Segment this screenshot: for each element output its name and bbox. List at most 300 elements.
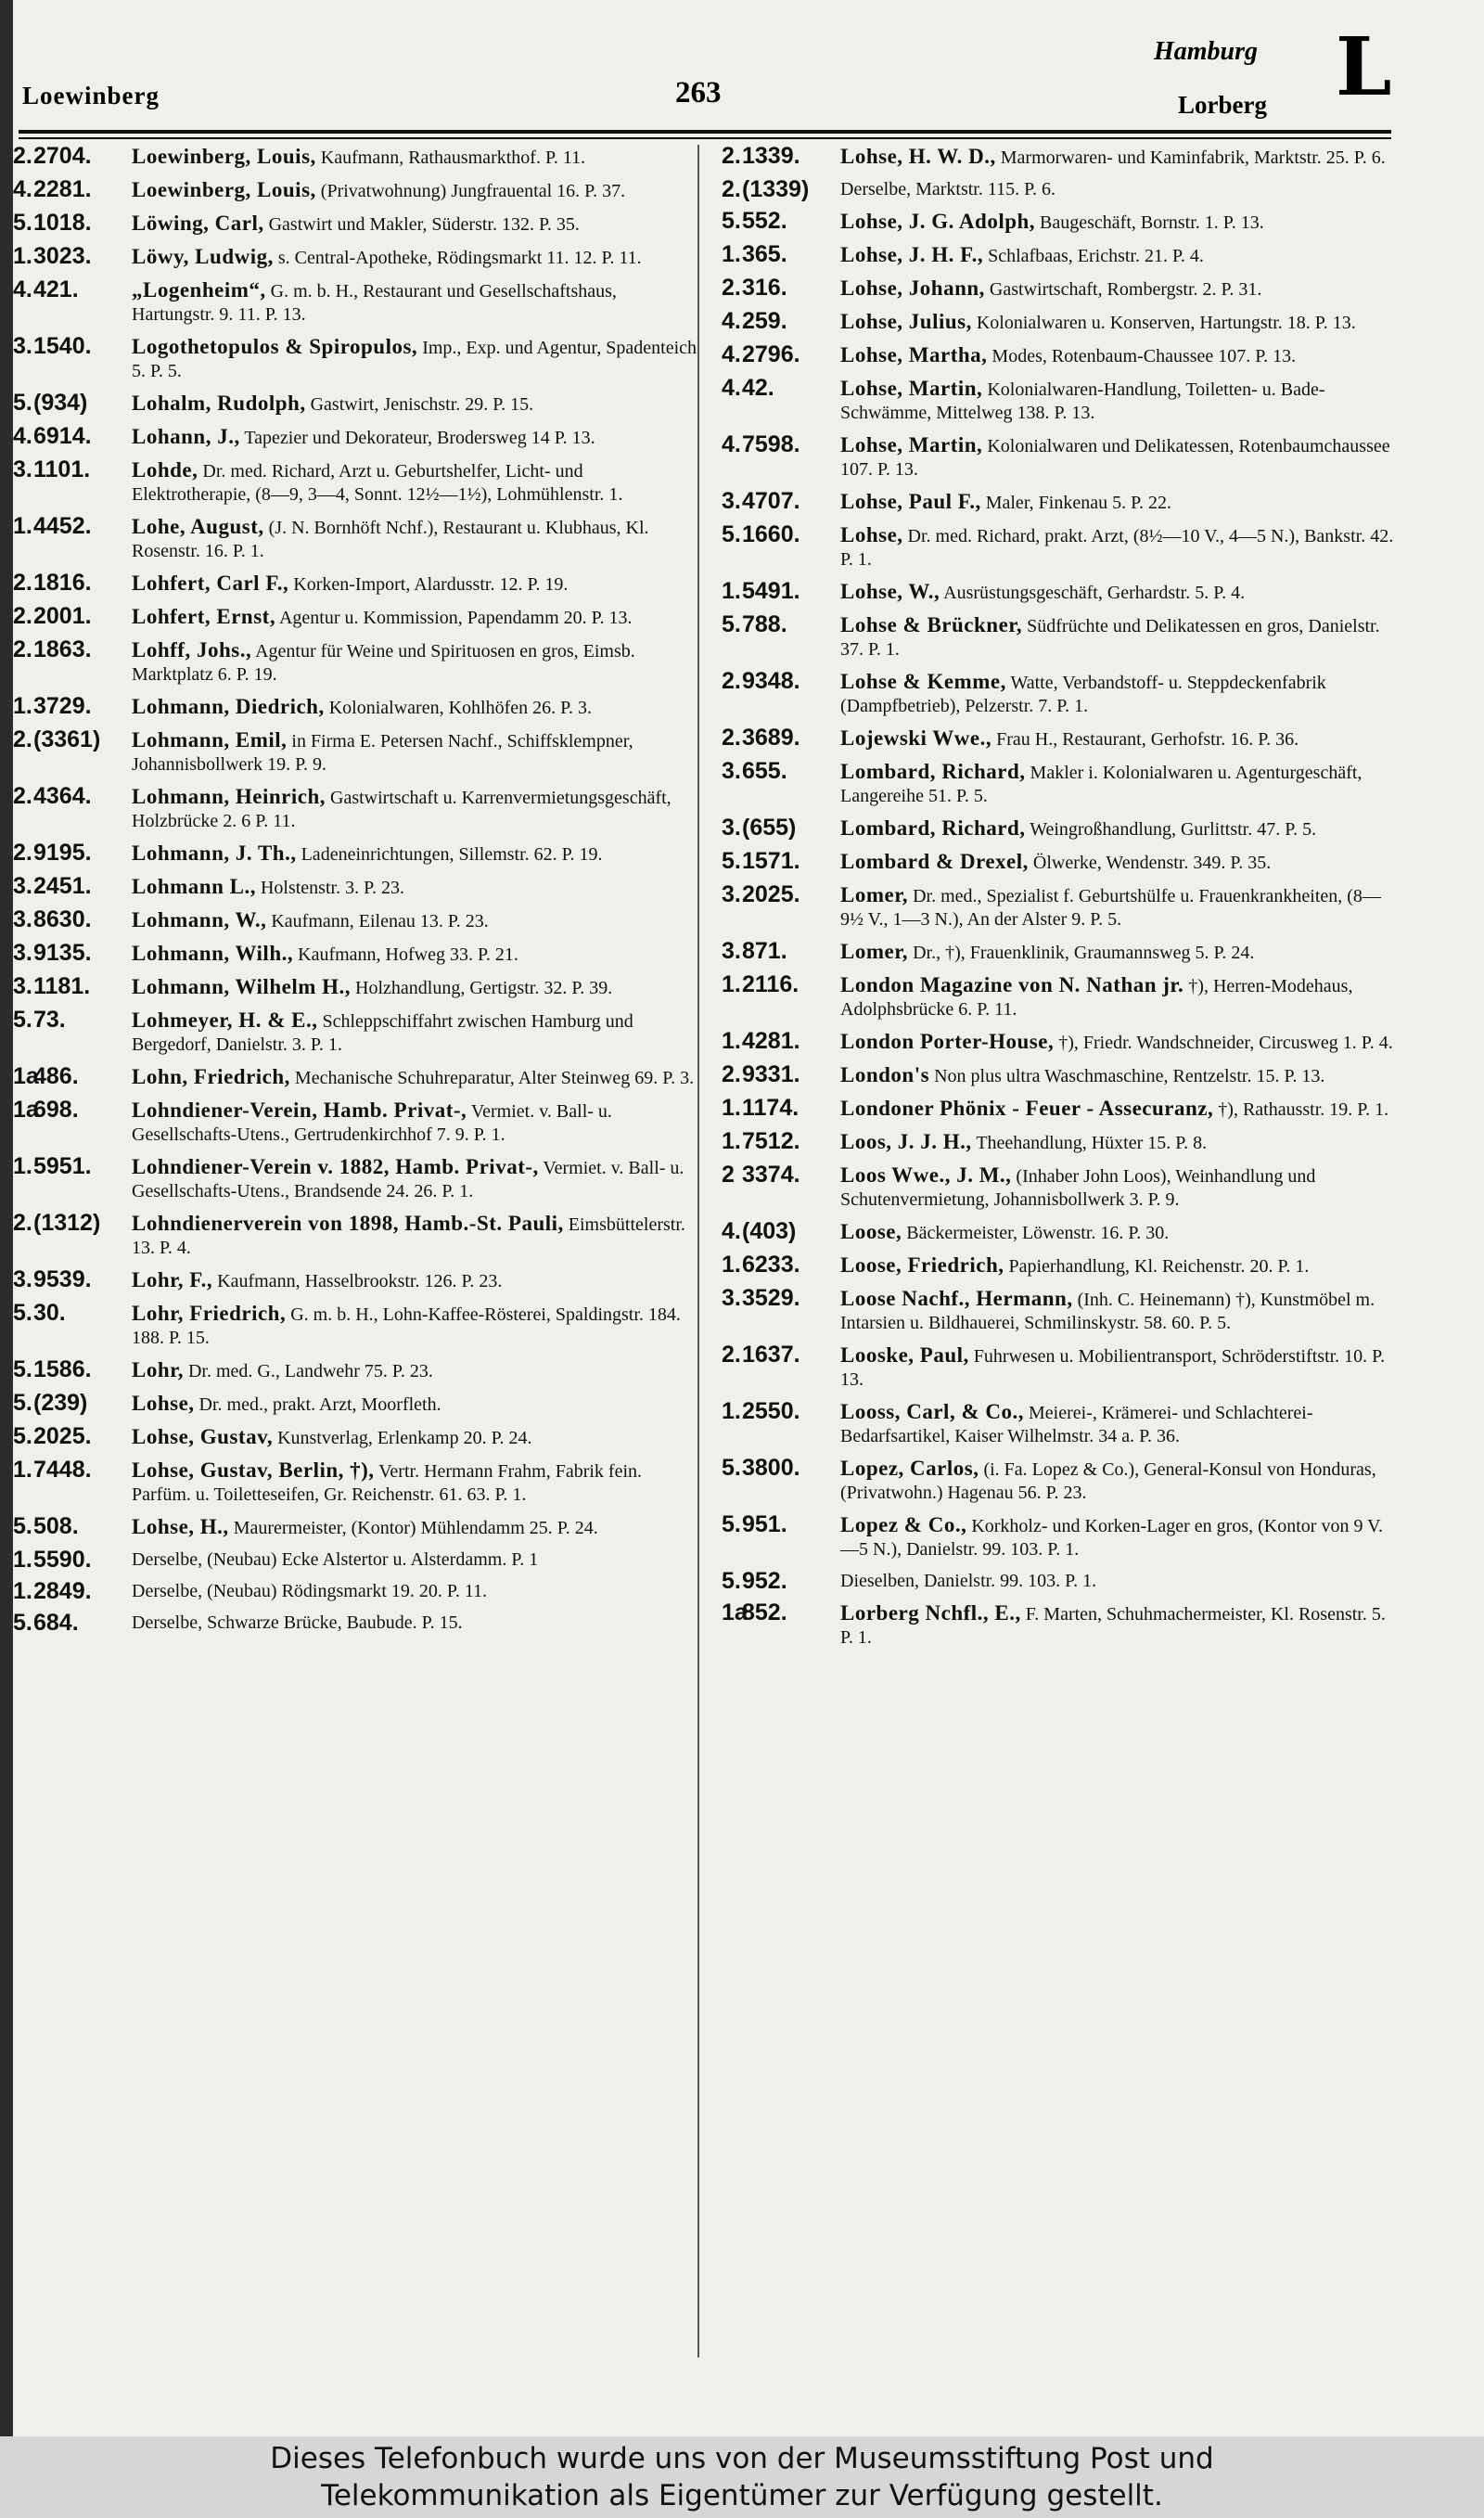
subscriber-name: Lohndiener-Verein v. 1882, Hamb. Privat-, (132, 1155, 539, 1178)
phone-number (13, 695, 124, 718)
subscriber-name: Lohse, (132, 1392, 195, 1415)
phone-number (13, 425, 124, 448)
directory-entry (722, 1343, 1397, 1392)
directory-entry (722, 1513, 1397, 1561)
subscriber-name: Loose Nachf., Hermann, (840, 1287, 1073, 1310)
exchange-zone: 1. (13, 693, 32, 719)
line-number: 9348. (742, 668, 800, 694)
directory-entry (722, 1253, 1397, 1278)
line-number: 655. (742, 758, 787, 784)
phone-number (722, 1400, 833, 1423)
left-column (13, 145, 701, 1643)
subscriber-name: Löwing, Carl, (132, 212, 264, 235)
exchange-zone: 5. (13, 1423, 32, 1449)
entry-description: Bäckermeister, Löwenstr. 16. P. 30. (906, 1223, 1170, 1243)
phone-number (722, 243, 833, 266)
entry-description: Meierei-, Krämerei- und Schlachterei-Bedarfsartikel, Kaiser Wilhelmstr. 34 a. P. 36. (840, 1403, 1313, 1446)
directory-entry (13, 908, 701, 933)
phone-number (722, 940, 833, 963)
exchange-zone: 4. (722, 375, 741, 401)
page-number: 263 (675, 76, 722, 109)
exchange-zone: 1. (722, 241, 741, 267)
line-number: 1540. (33, 333, 92, 359)
phone-number (722, 210, 833, 233)
directory-entry (13, 178, 701, 203)
line-number: 5951. (33, 1153, 92, 1179)
subscriber-name: Lorberg Nchfl., E., (840, 1601, 1021, 1625)
directory-entry (13, 875, 701, 900)
directory-entry (13, 572, 701, 597)
line-number: 1637. (742, 1342, 800, 1368)
directory-entry (722, 726, 1397, 752)
phone-number (722, 883, 833, 906)
directory-entry (722, 178, 1397, 201)
line-number: 2025. (742, 881, 800, 907)
directory-entry (13, 1008, 701, 1057)
phone-number (722, 1570, 833, 1593)
subscriber-name: Loos Wwe., J. M., (840, 1163, 1012, 1187)
line-number: 3800. (742, 1455, 800, 1481)
line-number: 3729. (33, 693, 92, 719)
directory-entry (722, 1220, 1397, 1245)
exchange-zone: 5. (13, 1356, 32, 1382)
subscriber-name: Lohmann, W., (132, 908, 267, 931)
phone-number (722, 310, 833, 333)
exchange-zone: 1a (13, 1063, 39, 1089)
exchange-zone: 4. (13, 276, 32, 302)
directory-entry (13, 1302, 701, 1350)
directory-entry (13, 1612, 701, 1635)
directory-entry (13, 728, 701, 777)
line-number: 9195. (33, 840, 92, 866)
line-number: 2001. (33, 603, 92, 629)
entry-description: †), Rathausstr. 19. P. 1. (1218, 1099, 1389, 1120)
entry-description: s. Central-Apotheke, Rödingsmarkt 11. 12. P. 11. (277, 248, 642, 268)
exchange-zone: 3. (722, 815, 741, 841)
subscriber-name: London Magazine von N. Nathan jr. (840, 973, 1184, 996)
line-number: (239) (33, 1390, 88, 1416)
directory-entry (13, 515, 701, 563)
entry-description: Korkholz- und Korken-Lager en gros, (Kontor von 9 V.—5 N.), Danielstr. 99. 103. P. 1. (840, 1516, 1383, 1560)
entry-description: Non plus ultra Waschmaschine, Rentzelstr. 15. P. 13. (934, 1066, 1325, 1086)
entry-description: Makler i. Kolonialwaren u. Agenturgeschäft, Langereihe 51. P. 5. (840, 763, 1362, 806)
directory-entry (13, 245, 701, 270)
subscriber-name: Lopez & Co., (840, 1513, 967, 1536)
entry-description: Modes, Rotenbaum-Chaussee 107. P. 13. (991, 346, 1297, 366)
entry-description: Kolonialwaren und Delikatessen, Rotenbaumchaussee 107. P. 13. (840, 436, 1390, 480)
line-number: 2796. (742, 341, 800, 367)
directory-entry (722, 1130, 1397, 1155)
phone-number (13, 975, 124, 998)
exchange-zone: 3. (13, 1266, 32, 1292)
entry-description: Dr. med. Richard, prakt. Arzt, (8½—10 V., 4—5 N.), Bankstr. 42. P. 1. (840, 526, 1394, 570)
entry-description: Gastwirt, Jenischstr. 29. P. 15. (310, 394, 534, 415)
subscriber-name: Lohse, Julius, (840, 310, 972, 333)
exchange-zone: 2. (722, 1061, 741, 1087)
subscriber-name: London's (840, 1063, 930, 1086)
entry-description: (Inhaber John Loos), Weinhandlung und Schutenvermietung, Johannisbollwerk 3. P. 9. (840, 1166, 1316, 1210)
exchange-zone: 2. (722, 725, 741, 751)
subscriber-name: Lohmann, Wilhelm H., (132, 975, 352, 998)
entry-description: Dieselben, Danielstr. 99. 103. P. 1. (840, 1571, 1097, 1591)
exchange-zone: 4. (722, 341, 741, 367)
subscriber-name: Lohse, J. G. Adolph, (840, 210, 1036, 233)
line-number: 2025. (33, 1423, 92, 1449)
phone-number (722, 1457, 833, 1480)
subscriber-name: Lomer, (840, 883, 909, 906)
subscriber-name: Lohr, F., (132, 1268, 213, 1291)
entry-description: Agentur u. Kommission, Papendamm 20. P. 13. (278, 608, 633, 628)
subscriber-name: Lohse, H. W. D., (840, 145, 996, 168)
phone-number (13, 1268, 124, 1291)
phone-number (13, 145, 124, 168)
header-city: Hamburg (1154, 37, 1259, 66)
line-number: 4281. (742, 1028, 800, 1054)
subscriber-name: „Logenheim“, (132, 278, 266, 302)
phone-number (13, 1425, 124, 1448)
line-number: 1816. (33, 570, 92, 596)
entry-description: Frau H., Restaurant, Gerhofstr. 16. P. 36. (996, 729, 1299, 750)
subscriber-name: Lohmann, Emil, (132, 728, 288, 752)
line-number: 4707. (742, 488, 800, 514)
phone-number (13, 942, 124, 965)
exchange-zone: 2 (722, 1162, 735, 1188)
phone-number (722, 760, 833, 783)
entry-description: Ausrüstungsgeschäft, Gerhardstr. 5. P. 4. (943, 583, 1246, 603)
phone-number (722, 1601, 833, 1625)
directory-entry (722, 243, 1397, 268)
line-number: 2116. (742, 971, 800, 997)
line-number: 951. (742, 1511, 787, 1537)
directory-entry (13, 1458, 701, 1507)
exchange-zone: 1. (13, 1547, 32, 1573)
line-number: (1312) (33, 1210, 101, 1236)
phone-number (13, 1548, 124, 1572)
entry-description: Derselbe, (Neubau) Rödingsmarkt 19. 20. P. 11. (132, 1581, 488, 1601)
phone-number (722, 1287, 833, 1310)
entry-description: Kaufmann, Eilenau 13. P. 23. (271, 911, 489, 931)
entry-description: Watte, Verbandstoff- u. Steppdeckenfabrik (Dampfbetrieb), Pelzerstr. 7. P. 1. (840, 673, 1326, 716)
directory-entry (722, 1030, 1397, 1055)
directory-entry (722, 523, 1397, 572)
phone-number (722, 816, 833, 840)
subscriber-name: Lohff, Johs., (132, 638, 252, 662)
exchange-zone: 2. (722, 668, 741, 694)
line-number: 3023. (33, 243, 92, 269)
directory-entry (722, 580, 1397, 605)
directory-entry (722, 490, 1397, 515)
directory-entry (722, 850, 1397, 875)
directory-entry (13, 1425, 701, 1450)
line-number: 1181. (33, 973, 91, 999)
directory-entry (13, 392, 701, 417)
directory-entry (722, 760, 1397, 808)
phone-number (13, 1458, 124, 1482)
subscriber-name: Lohse, Paul F., (840, 490, 981, 513)
directory-entry (722, 1601, 1397, 1650)
exchange-zone: 1. (722, 1028, 741, 1054)
directory-entry (13, 335, 701, 383)
exchange-zone: 1. (722, 1252, 741, 1278)
phone-number (722, 433, 833, 456)
directory-entry (13, 425, 701, 450)
entry-description: (Inh. C. Heinemann) †), Kunstmöbel m. Intarsien u. Bildhauerei, Schmilinskystr. 58. 60. P. 5. (840, 1290, 1375, 1333)
directory-entry (13, 212, 701, 237)
phone-number (13, 1612, 124, 1635)
exchange-zone: 5. (722, 848, 741, 874)
subscriber-name: Lojewski Wwe., (840, 726, 992, 750)
directory-entry (722, 1457, 1397, 1505)
entry-description: Kolonialwaren u. Konserven, Hartungstr. 18. P. 13. (976, 313, 1356, 333)
entry-description: Kolonialwaren, Kohlhöfen 26. P. 3. (328, 698, 593, 718)
directory-entry (722, 276, 1397, 302)
phone-number (13, 1392, 124, 1415)
directory-entry (13, 1580, 701, 1603)
line-number: 2704. (33, 143, 92, 169)
subscriber-name: Lohse, Johann, (840, 276, 985, 300)
directory-entry (722, 613, 1397, 662)
phone-number (13, 908, 124, 931)
line-number: 7448. (33, 1457, 92, 1483)
entry-description: †), Friedr. Wandschneider, Circusweg 1. P. 4. (1058, 1033, 1393, 1053)
directory-entry (13, 975, 701, 1000)
line-number: (1339) (742, 176, 810, 202)
header-rule-thin (19, 137, 1391, 139)
entry-description: Gastwirtschaft u. Karrenvermietungsgeschäft, Holzbrücke 2. 6 P. 11. (132, 788, 672, 831)
entry-description: Papierhandlung, Kl. Reichenstr. 20. P. 1. (1008, 1256, 1310, 1277)
entry-description: Baugeschäft, Bornstr. 1. P. 13. (1040, 212, 1264, 233)
subscriber-name: Lohmann, Diedrich, (132, 695, 325, 718)
line-number: 1018. (33, 210, 92, 236)
entry-description: Dr. med. Richard, Arzt u. Geburtshelfer, Licht- und Elektrotherapie, (8—9, 3—4, Sonnt. 12½—1½), Lohmühlenstr. 1. (132, 461, 623, 505)
subscriber-name: Lohndiener-Verein, Hamb. Privat-, (132, 1098, 467, 1122)
line-number: 684. (33, 1610, 79, 1636)
phone-number (13, 728, 124, 752)
line-number: 508. (33, 1513, 79, 1539)
footer-notice (0, 2436, 1484, 2518)
exchange-zone: 1. (13, 1578, 32, 1604)
right-column (722, 145, 1397, 1658)
entry-description: Derselbe, Marktstr. 115. P. 6. (840, 179, 1056, 199)
line-number: (655) (742, 815, 797, 841)
exchange-zone: 2. (13, 570, 32, 596)
phone-number (722, 145, 833, 168)
subscriber-name: Lohn, Friedrich, (132, 1065, 290, 1088)
subscriber-name: Lohse, (840, 523, 903, 546)
exchange-zone: 5. (13, 390, 32, 416)
entry-description: Kolonialwaren-Handlung, Toiletten- u. Bade-Schwämme, Mittelweg 138. P. 13. (840, 379, 1325, 423)
phone-number (722, 343, 833, 366)
directory-entry (13, 1548, 701, 1572)
directory-entry (722, 883, 1397, 931)
subscriber-name: Lohse, Martha, (840, 343, 988, 366)
exchange-zone: 4. (722, 431, 741, 457)
subscriber-name: Logothetopulos & Spiropulos, (132, 335, 418, 358)
line-number: (934) (33, 390, 88, 416)
exchange-zone: 2. (13, 143, 32, 169)
line-number: 421. (33, 276, 79, 302)
entry-description: Kunstverlag, Erlenkamp 20. P. 24. (277, 1428, 532, 1448)
subscriber-name: Lohse, H., (132, 1515, 229, 1538)
subscriber-name: Lohmeyer, H. & E., (132, 1008, 318, 1032)
exchange-zone: 5. (722, 208, 741, 234)
phone-number (722, 1030, 833, 1053)
phone-number (722, 1343, 833, 1367)
phone-number (13, 638, 124, 662)
entry-description: Südfrüchte und Delikatessen en gros, Danielstr. 37. P. 1. (840, 616, 1380, 660)
line-number: 9331. (742, 1061, 800, 1087)
line-number: 42. (742, 375, 774, 401)
phone-number (722, 1513, 833, 1536)
subscriber-name: Lohfert, Ernst, (132, 605, 276, 628)
line-number: 1174. (742, 1095, 800, 1121)
exchange-zone: 5. (13, 1300, 32, 1326)
exchange-zone: 5. (722, 1511, 741, 1537)
line-number: 2849. (33, 1578, 92, 1604)
phone-number (13, 245, 124, 268)
entry-description: Tapezier und Dekorateur, Brodersweg 14 P. 13. (244, 428, 595, 448)
directory-entry (722, 973, 1397, 1021)
phone-number (722, 1253, 833, 1277)
directory-entry (13, 942, 701, 967)
line-number: 3374. (742, 1162, 800, 1188)
subscriber-name: Lohse, Gustav, (132, 1425, 274, 1448)
entry-description: Maurermeister, (Kontor) Mühlendamm 25. P. 24. (233, 1518, 598, 1538)
exchange-zone: 5. (722, 1455, 741, 1481)
subscriber-name: Lombard, Richard, (840, 816, 1026, 840)
subscriber-name: Löwy, Ludwig, (132, 245, 274, 268)
entry-description: F. Marten, Schuhmachermeister, Kl. Rosenstr. 5. P. 1. (840, 1604, 1386, 1648)
phone-number (722, 523, 833, 546)
directory-entry (13, 1065, 701, 1090)
entry-description: Dr. med., prakt. Arzt, Moorfleth. (198, 1394, 441, 1415)
entry-description: Dr., †), Frauenklinik, Graumannsweg 5. P. 24. (913, 943, 1255, 963)
subscriber-name: Lohmann L., (132, 875, 256, 898)
directory-entry (722, 343, 1397, 368)
phone-number (722, 1220, 833, 1243)
phone-number (722, 178, 833, 201)
subscriber-name: Lomer, (840, 940, 909, 963)
phone-number (722, 490, 833, 513)
line-number: (3361) (33, 726, 101, 752)
directory-entry (722, 1400, 1397, 1448)
line-number: 952. (742, 1568, 787, 1594)
subscriber-name: Lombard & Drexel, (840, 850, 1029, 873)
phone-number (13, 1580, 124, 1603)
directory-entry (13, 1098, 701, 1147)
exchange-zone: 2. (13, 603, 32, 629)
phone-number (722, 580, 833, 603)
footer-line-1: Dieses Telefonbuch wurde uns von der Museumsstiftung Post und (270, 2442, 1214, 2475)
subscriber-name: Lohe, August, (132, 515, 264, 538)
exchange-zone: 2. (722, 1342, 741, 1368)
exchange-zone: 5. (722, 521, 741, 547)
exchange-zone: 1. (722, 971, 741, 997)
entry-description: Vertr. Hermann Frahm, Fabrik fein. Parfüm. u. Toiletteseifen, Gr. Reichenstr. 61. 63. P. 1. (132, 1461, 643, 1505)
subscriber-name: Lohalm, Rudolph, (132, 392, 306, 415)
exchange-zone: 2. (13, 726, 32, 752)
phone-number (722, 1063, 833, 1086)
entry-description: Holstenstr. 3. P. 23. (260, 878, 404, 898)
phone-number (13, 458, 124, 482)
phone-number (13, 1098, 124, 1122)
exchange-zone: 3. (722, 1285, 741, 1311)
exchange-zone: 3. (722, 488, 741, 514)
entry-description: Derselbe, (Neubau) Ecke Alstertor u. Alsterdamm. P. 1 (132, 1549, 539, 1570)
directory-entry (722, 433, 1397, 482)
exchange-zone: 3. (13, 906, 32, 932)
subscriber-name: Lohmann, Wilh., (132, 942, 294, 965)
subscriber-name: Lohse & Brückner, (840, 613, 1023, 636)
phone-number (722, 1097, 833, 1120)
phone-number (13, 875, 124, 898)
exchange-zone: 4. (13, 423, 32, 449)
directory-entry (722, 816, 1397, 841)
entry-description: Dr. med., Spezialist f. Geburtshülfe u. Frauenkrankheiten, (8—9½ V., 1—3 N.), An der Alster 9. P. 5. (840, 886, 1381, 930)
subscriber-name: Loewinberg, Louis, (132, 178, 316, 201)
directory-entry (722, 1570, 1397, 1593)
subscriber-name: Lohse, Martin, (840, 433, 983, 456)
entry-description: Imp., Exp. und Agentur, Spadenteich 5. P. 5. (132, 338, 697, 381)
directory-entry (13, 605, 701, 630)
phone-number (722, 1130, 833, 1153)
exchange-zone: 3. (722, 758, 741, 784)
entry-description: Korken-Import, Alardusstr. 12. P. 19. (293, 574, 569, 595)
line-number: 30. (33, 1300, 66, 1326)
directory-entry (13, 695, 701, 720)
exchange-zone: 1. (722, 578, 741, 604)
line-number: 5590. (33, 1547, 92, 1573)
entry-description: Ölwerke, Wendenstr. 349. P. 35. (1032, 853, 1272, 873)
directory-entry (13, 1155, 701, 1203)
entry-description: Schlafbaas, Erichstr. 21. P. 4. (988, 246, 1204, 266)
subscriber-name: Lohmann, Heinrich, (132, 785, 326, 808)
exchange-zone: 2. (722, 176, 741, 202)
directory-entry (13, 638, 701, 687)
exchange-zone: 1a (722, 1599, 748, 1625)
exchange-zone: 2. (13, 1210, 32, 1236)
subscriber-name: Lohr, (132, 1358, 184, 1381)
subscriber-name: Lohfert, Carl F., (132, 572, 289, 595)
exchange-zone: 3. (13, 973, 32, 999)
line-number: 1660. (742, 521, 800, 547)
exchange-zone: 2. (722, 275, 741, 301)
exchange-zone: 1. (13, 1153, 32, 1179)
subscriber-name: Lohse, W., (840, 580, 940, 603)
directory-entry (13, 1515, 701, 1540)
exchange-zone: 2. (13, 783, 32, 809)
header-left-name: Loewinberg (22, 82, 160, 109)
header-letter: L (1336, 20, 1392, 114)
line-number: 4452. (33, 513, 92, 539)
entry-description: G. m. b. H., Restaurant und Gesellschaftshaus, Hartungstr. 9. 11. P. 13. (132, 281, 617, 325)
directory-entry (13, 145, 701, 170)
exchange-zone: 3. (13, 940, 32, 966)
phone-number (13, 212, 124, 235)
phone-number (13, 785, 124, 808)
entry-description: Marmorwaren- und Kaminfabrik, Marktstr. 25. P. 6. (1000, 148, 1386, 168)
exchange-zone: 3. (722, 881, 741, 907)
entry-description: Kaufmann, Rathausmarkthof. P. 11. (320, 148, 586, 168)
entry-description: Fuhrwesen u. Mobilientransport, Schröderstiftstr. 10. P. 13. (840, 1346, 1386, 1390)
line-number: 698. (33, 1097, 79, 1123)
line-number: 365. (742, 241, 787, 267)
directory-entry (13, 1268, 701, 1293)
phone-number (13, 841, 124, 865)
phone-number (13, 572, 124, 595)
entry-description: Gastwirtschaft, Rombergstr. 2. P. 31. (989, 279, 1262, 300)
header-right-name: Lorberg (1178, 91, 1267, 119)
